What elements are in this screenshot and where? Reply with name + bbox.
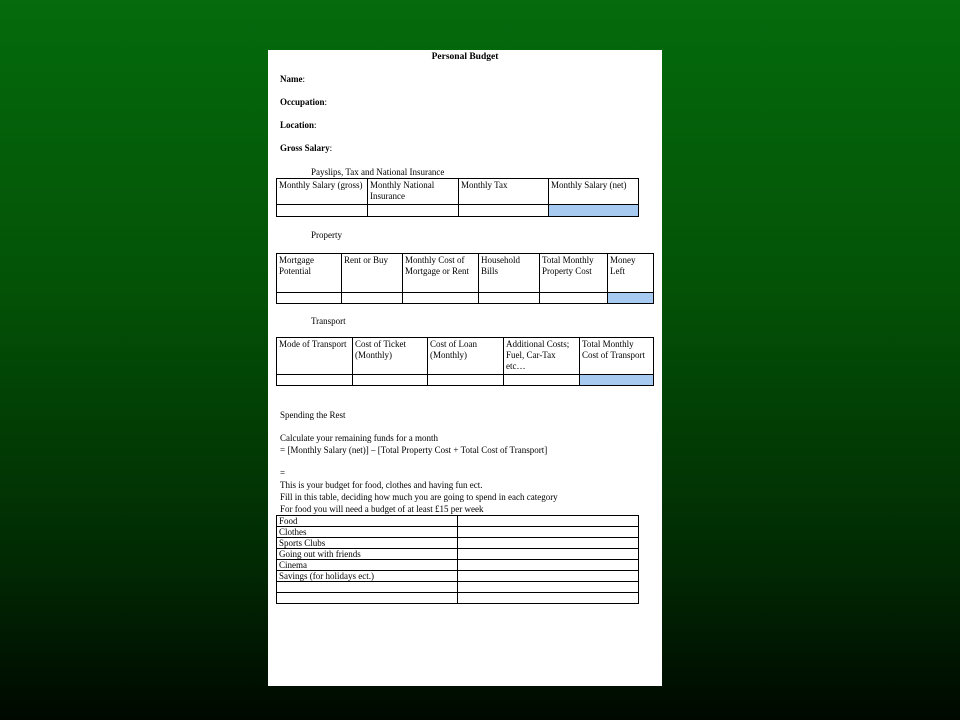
amount-cell[interactable] [458,593,639,604]
transport-table [276,337,654,386]
transport-heading: Transport [311,316,346,326]
spending-table [276,515,639,604]
property-header-rent-buy: Rent or Buy [342,254,403,293]
payslips-table [276,178,639,217]
transport-loan-cell[interactable] [428,375,504,386]
category-blank[interactable] [277,582,458,593]
category-blank[interactable] [277,593,458,604]
payslips-gross-cell[interactable] [277,205,368,217]
equals-line: = [280,468,286,478]
property-mortgage-cell[interactable] [277,293,342,304]
payslips-ni-cell[interactable] [368,205,459,217]
property-heading: Property [311,230,342,240]
calc-line-2: = [Monthly Salary (net)] – [Total Property Cost + Total Cost of Transport] [280,445,548,455]
amount-cell[interactable] [458,527,639,538]
table-row [277,560,639,571]
property-header-total: Total Monthly Property Cost [540,254,608,293]
property-money-left-cell[interactable] [608,293,654,304]
name-field: Name: [280,74,306,84]
transport-header-ticket: Cost of Ticket (Monthly) [353,338,428,375]
gross-salary-field: Gross Salary: [280,143,333,153]
category-cinema: Cinema [277,560,458,571]
table-row [277,516,639,527]
transport-header-total: Total Monthly Cost of Transport [580,338,654,375]
calc-line-1: Calculate your remaining funds for a month [280,433,438,443]
spending-heading: Spending the Rest [280,410,346,420]
property-bills-cell[interactable] [479,293,540,304]
property-monthly-cost-cell[interactable] [403,293,479,304]
property-header-money-left: Money Left [608,254,654,293]
property-total-cell[interactable] [540,293,608,304]
budget-note-2: Fill in this table, deciding how much you are going to spend in each category [280,492,558,502]
table-row [277,538,639,549]
payslips-header-gross: Monthly Salary (gross) [277,179,368,205]
amount-cell[interactable] [458,516,639,527]
table-row [277,549,639,560]
category-sports-clubs: Sports Clubs [277,538,458,549]
transport-total-cell[interactable] [580,375,654,386]
amount-cell[interactable] [458,571,639,582]
transport-mode-cell[interactable] [277,375,353,386]
occupation-field: Occupation: [280,97,328,107]
payslips-header-tax: Monthly Tax [459,179,549,205]
budget-note-1: This is your budget for food, clothes and having fun ect. [280,480,483,490]
payslips-header-ni: Monthly National Insurance [368,179,459,205]
property-header-mortgage: Mortgage Potential [277,254,342,293]
category-food: Food [277,516,458,527]
transport-header-mode: Mode of Transport [277,338,353,375]
payslips-header-net: Monthly Salary (net) [549,179,639,205]
table-row [277,571,639,582]
amount-cell[interactable] [458,549,639,560]
location-field: Location: [280,120,317,130]
category-going-out: Going out with friends [277,549,458,560]
property-table [276,253,654,304]
table-row [277,582,639,593]
property-header-bills: Household Bills [479,254,540,293]
table-row [277,593,639,604]
payslips-net-cell[interactable] [549,205,639,217]
document-title: Personal Budget [431,52,499,62]
budget-note-3: For food you will need a budget of at least £15 per week [280,504,484,514]
transport-header-loan: Cost of Loan (Monthly) [428,338,504,375]
amount-cell[interactable] [458,538,639,549]
category-savings: Savings (for holidays ect.) [277,571,458,582]
transport-ticket-cell[interactable] [353,375,428,386]
amount-cell[interactable] [458,560,639,571]
property-header-monthly-cost: Monthly Cost of Mortgage or Rent [403,254,479,293]
property-rent-buy-cell[interactable] [342,293,403,304]
document-page [268,50,662,686]
transport-additional-cell[interactable] [504,375,580,386]
transport-header-additional: Additional Costs; Fuel, Car-Tax etc… [504,338,580,375]
category-clothes: Clothes [277,527,458,538]
amount-cell[interactable] [458,582,639,593]
table-row [277,527,639,538]
payslips-tax-cell[interactable] [459,205,549,217]
payslips-heading: Payslips, Tax and National Insurance [311,167,445,177]
